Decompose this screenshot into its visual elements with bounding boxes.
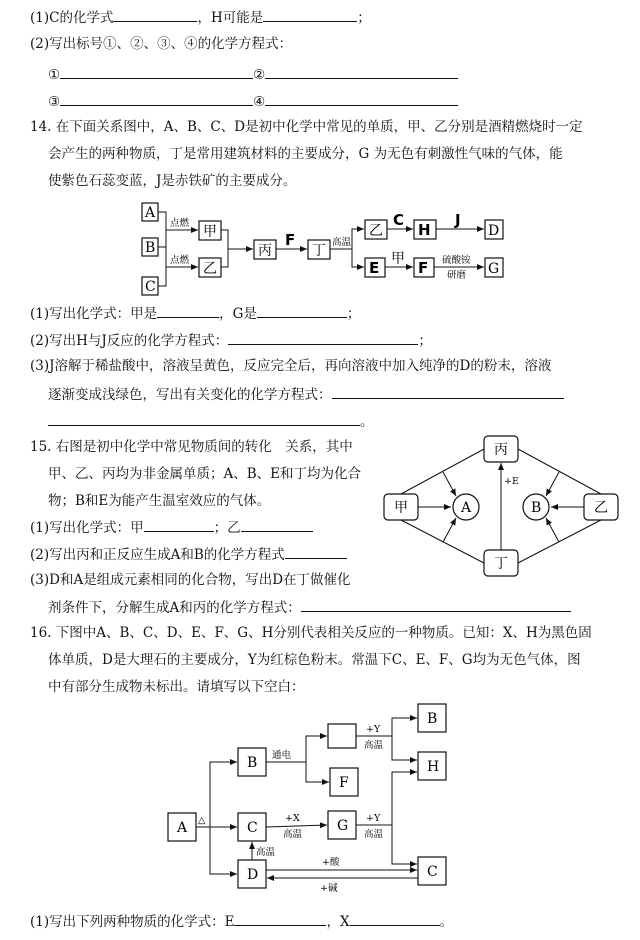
q14-p2-text: (2)写出H与J反应的化学方程式： bbox=[30, 333, 229, 349]
q14-part1 bbox=[30, 303, 360, 323]
q16-arrow-to-h-2 bbox=[392, 772, 417, 825]
q14-stem-3: 使紫色石蕊变蓝，J是赤铁矿的主要成分。 bbox=[48, 173, 297, 189]
q16-label-plus-suan: +酸 bbox=[322, 857, 340, 868]
q14-label-yi: 乙 bbox=[203, 261, 217, 277]
q14-label-a: A bbox=[145, 205, 156, 221]
q14-label-gaowen: 高温 bbox=[332, 237, 352, 248]
q16-label-plus-x: +X bbox=[285, 813, 300, 824]
q14-p1-text: (1)写出化学式：甲是 bbox=[30, 306, 158, 322]
q14-label-c: C bbox=[145, 279, 156, 295]
q14-p3-text: 逐渐变成浅绿色，写出有关变化的化学方程式： bbox=[48, 387, 332, 403]
q13-answer-c[interactable] bbox=[113, 7, 197, 22]
q14-line-yi-up bbox=[221, 249, 228, 267]
q14-arrow-to-yi2 bbox=[352, 229, 364, 249]
q14-arrow-to-e bbox=[352, 249, 364, 267]
q16-label-f: F bbox=[339, 775, 349, 791]
q13-part1 bbox=[30, 7, 371, 27]
q15-label-plus-e: +E bbox=[504, 476, 519, 487]
q15-label-ding: 丁 bbox=[494, 556, 508, 572]
q14-part2 bbox=[30, 330, 432, 350]
q14-diagram bbox=[0, 195, 640, 305]
q14-answer-p3a[interactable] bbox=[332, 384, 564, 399]
q15-stem-2: 甲、乙、丙均为非金属单质；A、B、E和丁均为化合 bbox=[48, 466, 362, 482]
q13-num3: ③ bbox=[48, 94, 61, 110]
q13-answer-h[interactable] bbox=[263, 7, 357, 22]
q16-label-d: D bbox=[247, 867, 259, 883]
q15-p2-text: (2)写出丙和正反应生成A和B的化学方程式 bbox=[30, 547, 285, 563]
q15-line-bing-jia bbox=[401, 449, 484, 494]
q16-label-g: G bbox=[337, 818, 349, 834]
q13-eq-row1 bbox=[48, 64, 458, 84]
q14-answer-g[interactable] bbox=[257, 303, 347, 318]
q14-label-jia-reagent: 甲 bbox=[391, 251, 405, 267]
q14-stem-2: 会产生的两种物质，丁是常用建筑材料的主要成分，G 为无色有刺激性气味的气体，能 bbox=[48, 146, 563, 162]
q14-label-yi2: 乙 bbox=[369, 223, 383, 239]
q14-arrow-to-bing bbox=[221, 230, 253, 249]
q16-label-c2: C bbox=[427, 864, 438, 880]
q15-part3-line2 bbox=[48, 597, 571, 617]
q14-answer-p3b[interactable] bbox=[48, 411, 360, 426]
q13-part2: (2)写出标号①、②、③、④的化学方程式： bbox=[30, 36, 293, 52]
q15-label-jia: 甲 bbox=[394, 500, 408, 516]
q14-p3-end: 。 bbox=[360, 414, 374, 430]
q16-stem-3: 中有部分生成物未标出。请填写以下空白： bbox=[48, 679, 305, 695]
q14-p2-end: ； bbox=[418, 333, 432, 349]
q13-p1-text: (1)C的化学式 bbox=[30, 10, 114, 26]
q15-part3-line1: (3)D和A是组成元素相同的化合物，写出D在丁做催化 bbox=[30, 572, 351, 588]
q16-label-h: H bbox=[427, 759, 440, 775]
q16-arrow-to-c2 bbox=[392, 825, 417, 864]
q16-answer-e[interactable] bbox=[234, 911, 326, 926]
q15-part2 bbox=[30, 544, 347, 564]
q13-eq4-blank[interactable] bbox=[265, 91, 458, 106]
q15-line-bing-yi bbox=[518, 449, 601, 494]
q13-p1-end: ； bbox=[357, 10, 371, 26]
q16-p1-text: (1)写出下列两种物质的化学式：E bbox=[30, 914, 235, 930]
q15-arrow-to-a-top bbox=[443, 472, 456, 496]
q13-p1-text2: ，H可能是 bbox=[197, 10, 264, 26]
q16-arrow-a-d bbox=[210, 827, 237, 874]
q16-label-plus-y2: +Y bbox=[366, 813, 381, 824]
q13-num1: ① bbox=[48, 67, 61, 83]
q15-answer-p3[interactable] bbox=[301, 597, 571, 612]
q14-label-bing: 丙 bbox=[258, 243, 272, 259]
q14-label-liusuan: 硫酸铵 bbox=[442, 255, 471, 266]
q16-arrow-to-f bbox=[306, 762, 329, 782]
q16-label-gaowen4: 高温 bbox=[256, 847, 276, 858]
q13-eq-row2 bbox=[48, 91, 458, 111]
q16-arrow-c-g bbox=[266, 825, 327, 827]
q14-label-e: E bbox=[369, 259, 380, 277]
q14-part3-line1: (3)J溶解于稀盐酸中，溶液呈黄色，反应完全后，再向溶液中加入纯净的D的粉末，溶液 bbox=[30, 358, 552, 374]
q14-line-c-up bbox=[158, 267, 166, 286]
q16-label-c1: C bbox=[247, 820, 258, 836]
q13-num4: ④ bbox=[253, 94, 266, 110]
q15-label-b: B bbox=[531, 500, 542, 516]
q16-label-b1: B bbox=[247, 755, 258, 771]
q16-label-gaowen3: 高温 bbox=[364, 829, 384, 840]
q16-stem-2: 体单质，D是大理石的主要成分，Y为红棕色粉末。常温下C、E、F、G均为无色气体，图 bbox=[48, 652, 581, 668]
q16-diagram bbox=[0, 700, 640, 900]
q16-stem-1: 16. 下图中A、B、C、D、E、F、G、H分别代表相关反应的一种物质。已知：X、H为黑色固 bbox=[30, 625, 592, 641]
q14-label-h: H bbox=[418, 221, 431, 239]
q16-answer-x[interactable] bbox=[350, 911, 440, 926]
q16-label-plus-y1: +Y bbox=[366, 724, 381, 735]
q16-label-b2: B bbox=[427, 711, 438, 727]
q16-p1-text2: ，X bbox=[326, 914, 350, 930]
q14-label-f: F bbox=[418, 259, 429, 277]
q14-label-c-reagent: C bbox=[393, 211, 405, 229]
q16-label-heat: △ bbox=[198, 815, 206, 826]
q15-p3-text: 剂条件下，分解生成A和丙的化学方程式： bbox=[48, 600, 301, 616]
q14-stem-1: 14. 在下面关系图中，A、B、C、D是初中化学中常见的单质，甲、乙分别是酒精燃烧时一定 bbox=[30, 119, 583, 135]
q16-part1 bbox=[30, 911, 453, 931]
q14-label-g: G bbox=[488, 261, 500, 277]
q15-part1 bbox=[30, 517, 313, 537]
q16-box-empty bbox=[328, 724, 356, 748]
q14-label-yanmo: 研磨 bbox=[447, 270, 467, 281]
q15-line-jia-ding bbox=[401, 520, 484, 563]
q14-label-f-reagent: F bbox=[285, 231, 296, 249]
q14-answer-hj-eq[interactable] bbox=[228, 330, 418, 345]
q15-arrow-to-b-bottom bbox=[546, 518, 559, 542]
q16-label-gaowen2: 高温 bbox=[283, 829, 303, 840]
q16-arrow-to-b2 bbox=[392, 718, 417, 736]
q15-label-a: A bbox=[461, 500, 472, 516]
q14-label-jia: 甲 bbox=[203, 224, 217, 240]
q14-line-b-up bbox=[158, 230, 166, 247]
q15-stem-3: 物；B和E为能产生温室效应的气体。 bbox=[48, 493, 271, 509]
q15-p1-text2: ；乙 bbox=[213, 520, 241, 536]
q13-num2: ② bbox=[253, 67, 266, 83]
q16-arrow-to-empty bbox=[306, 736, 327, 762]
q14-p1-end: ； bbox=[346, 306, 361, 322]
q14-part3-line3 bbox=[48, 411, 374, 431]
q16-label-gaowen1: 高温 bbox=[364, 740, 384, 751]
q16-arrow-to-h-1 bbox=[392, 736, 417, 760]
q15-answer-jia[interactable] bbox=[144, 517, 214, 532]
q15-diagram bbox=[380, 432, 630, 582]
q13-eq3-blank[interactable] bbox=[60, 91, 253, 106]
q15-arrow-to-a-bottom bbox=[443, 518, 456, 542]
q14-label-ding: 丁 bbox=[312, 243, 326, 259]
q16-label-plus-jian: +碱 bbox=[320, 883, 338, 894]
q14-answer-jia[interactable] bbox=[157, 303, 219, 318]
q15-p1-text: (1)写出化学式：甲 bbox=[30, 520, 144, 536]
q16-p1-end: 。 bbox=[439, 914, 454, 930]
q14-label-b: B bbox=[145, 240, 156, 256]
q15-arrow-to-b-top bbox=[546, 472, 559, 496]
q14-label-d: D bbox=[488, 223, 500, 239]
q15-label-yi: 乙 bbox=[594, 500, 608, 516]
q15-answer-yi[interactable] bbox=[241, 517, 313, 532]
q14-part3-line2 bbox=[48, 384, 564, 404]
q14-label-dianran2: 点燃 bbox=[170, 255, 190, 266]
q13-eq2-blank[interactable] bbox=[265, 64, 458, 79]
q15-stem-1: 15. 右图是初中化学中常见物质间的转化 关系，其中 bbox=[30, 439, 353, 455]
q14-label-dianran1: 点燃 bbox=[170, 218, 190, 229]
q16-label-tongdian: 通电 bbox=[272, 750, 292, 761]
q14-label-j-reagent: J bbox=[455, 211, 461, 229]
q14-p1-text2: ，G是 bbox=[219, 306, 257, 322]
q15-line-yi-ding bbox=[518, 520, 601, 563]
q15-answer-p2[interactable] bbox=[285, 544, 347, 559]
q15-label-bing: 丙 bbox=[494, 442, 508, 458]
q16-label-a: A bbox=[177, 820, 188, 836]
q13-eq1-blank[interactable] bbox=[60, 64, 253, 79]
